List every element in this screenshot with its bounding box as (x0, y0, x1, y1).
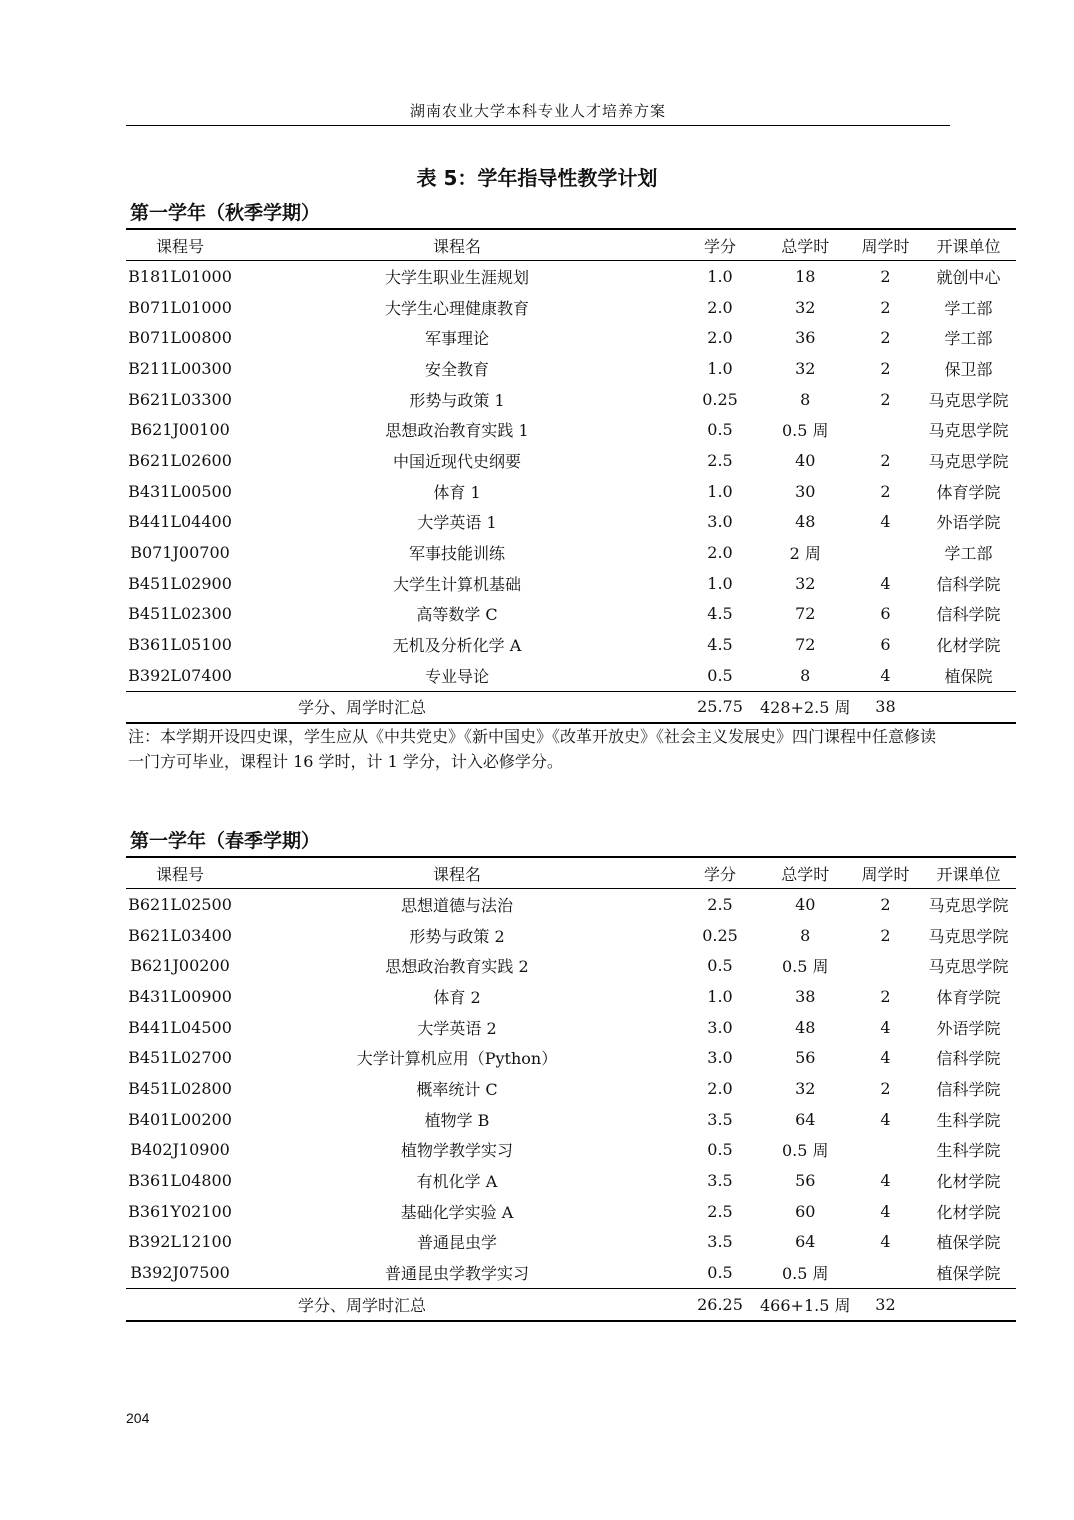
course-name: 植物学 B (424, 1110, 490, 1130)
course-weekly-hours: 2 (880, 894, 891, 914)
course-name: 体育 2 (433, 987, 481, 1007)
summary-credits: 25.75 (680, 691, 760, 723)
course-code: B392L12100 (128, 1232, 232, 1252)
course-credits: 2.0 (707, 543, 733, 563)
course-credits: 2.5 (707, 1201, 733, 1221)
course-total-hours: 32 (795, 573, 816, 593)
col-header-weekly-hours: 周学时 (850, 857, 920, 889)
course-code: B441L04500 (128, 1017, 232, 1037)
course-code: B621L03300 (128, 389, 232, 409)
summary-label: 学分、周学时汇总 (234, 691, 680, 723)
course-department: 马克思学院 (928, 451, 1009, 471)
col-header-code: 课程号 (126, 229, 234, 261)
table-row (126, 261, 1016, 292)
course-name: 基础化学实验 A (400, 1202, 514, 1222)
course-name: 大学计算机应用（Python） (356, 1049, 558, 1069)
course-department: 化材学院 (936, 636, 1001, 656)
table-row (126, 353, 1016, 384)
course-code: B431L00900 (128, 986, 232, 1006)
course-name: 思想政治教育实践 2 (385, 957, 529, 977)
course-credits: 0.25 (702, 925, 738, 945)
table-row (126, 1257, 1016, 1288)
course-code: B361L04800 (128, 1171, 232, 1191)
course-department: 学工部 (944, 298, 993, 318)
course-name: 专业导论 (424, 666, 489, 686)
table-row (126, 950, 1016, 981)
course-weekly-hours: 4 (880, 1048, 891, 1068)
course-credits: 2.0 (707, 1078, 733, 1098)
col-header-department: 开课单位 (920, 857, 1016, 889)
course-name: 军事技能训练 (408, 544, 505, 564)
course-credits: 2.5 (707, 450, 733, 470)
course-credits: 2.0 (707, 328, 733, 348)
course-department: 马克思学院 (928, 957, 1009, 977)
course-code: B451L02300 (128, 604, 232, 624)
table-row (126, 414, 1016, 445)
course-total-hours: 48 (795, 512, 816, 532)
spring-course-table (126, 856, 1016, 1322)
course-total-hours: 2 周 (789, 544, 821, 564)
course-department: 马克思学院 (928, 895, 1009, 915)
summary-row (126, 691, 1016, 723)
course-code: B392L07400 (128, 665, 232, 685)
course-weekly-hours: 4 (880, 1171, 891, 1191)
course-credits: 0.5 (707, 1263, 733, 1283)
course-total-hours: 40 (795, 894, 816, 914)
course-code: B621J00200 (130, 956, 230, 976)
course-weekly-hours: 2 (880, 986, 891, 1006)
course-weekly-hours: 4 (880, 512, 891, 532)
course-department: 体育学院 (936, 987, 1001, 1007)
course-department: 体育学院 (936, 482, 1001, 502)
course-department: 学工部 (944, 544, 993, 564)
course-weekly-hours: 4 (880, 1017, 891, 1037)
table-header-row (126, 229, 1016, 261)
table-row (126, 445, 1016, 476)
course-weekly-hours: 4 (880, 1109, 891, 1129)
course-credits: 2.5 (707, 894, 733, 914)
course-department: 学工部 (944, 329, 993, 349)
col-header-total-hours: 总学时 (760, 857, 850, 889)
summary-credits: 26.25 (680, 1288, 760, 1320)
course-total-hours: 64 (795, 1232, 816, 1252)
course-name: 概率统计 C (416, 1079, 498, 1099)
spring-semester-title: 第一学年（春季学期） (130, 830, 321, 852)
course-weekly-hours (850, 1257, 920, 1288)
course-name: 大学生计算机基础 (392, 574, 521, 594)
course-credits: 1.0 (707, 358, 733, 378)
course-department: 植保学院 (936, 1233, 1001, 1253)
course-total-hours: 8 (800, 925, 811, 945)
course-credits: 1.0 (707, 481, 733, 501)
course-department: 就创中心 (936, 267, 1001, 287)
course-name: 大学英语 1 (417, 513, 497, 533)
course-weekly-hours: 4 (880, 1201, 891, 1221)
col-header-name: 课程名 (234, 229, 680, 261)
course-department: 马克思学院 (928, 926, 1009, 946)
course-name: 普通昆虫学教学实习 (384, 1264, 529, 1284)
course-total-hours: 48 (795, 1017, 816, 1037)
course-name: 大学生心理健康教育 (384, 298, 529, 318)
table-row (126, 981, 1016, 1012)
course-code: B621L02500 (128, 894, 232, 914)
course-weekly-hours (850, 537, 920, 568)
course-total-hours: 72 (795, 635, 816, 655)
col-header-name: 课程名 (234, 857, 680, 889)
course-weekly-hours: 6 (880, 604, 891, 624)
course-total-hours: 8 (800, 389, 811, 409)
table-row (126, 292, 1016, 323)
course-name: 形势与政策 2 (409, 926, 505, 946)
table-row (126, 599, 1016, 630)
course-code: B392J07500 (130, 1263, 230, 1283)
course-name: 体育 1 (433, 482, 481, 502)
course-code: B441L04400 (128, 512, 232, 532)
course-total-hours: 0.5 周 (781, 421, 829, 441)
table-row (126, 660, 1016, 691)
course-total-hours: 56 (795, 1048, 816, 1068)
summary-hours: 466+1.5 周 (760, 1288, 850, 1320)
course-weekly-hours: 4 (880, 573, 891, 593)
course-code: B361Y02100 (128, 1201, 232, 1221)
course-credits: 1.0 (707, 573, 733, 593)
course-weekly-hours: 6 (880, 635, 891, 655)
course-credits: 3.5 (707, 1232, 733, 1252)
course-total-hours: 38 (795, 986, 816, 1006)
page-header: 湖南农业大学本科专业人才培养方案 (409, 102, 666, 120)
table-row (126, 476, 1016, 507)
course-department: 保卫部 (944, 359, 993, 379)
course-total-hours: 56 (795, 1171, 816, 1191)
col-header-credits: 学分 (680, 229, 760, 261)
course-department: 外语学院 (936, 513, 1001, 533)
course-code: B621J00100 (130, 420, 230, 440)
course-weekly-hours: 2 (880, 328, 891, 348)
course-name: 安全教育 (424, 359, 489, 379)
course-weekly-hours (850, 950, 920, 981)
course-department: 化材学院 (936, 1202, 1001, 1222)
course-total-hours: 32 (795, 297, 816, 317)
course-credits: 0.5 (707, 665, 733, 685)
course-credits: 3.0 (707, 512, 733, 532)
course-credits: 0.5 (707, 1140, 733, 1160)
course-name: 大学生职业生涯规划 (384, 267, 529, 287)
course-weekly-hours (850, 1135, 920, 1166)
course-department: 外语学院 (936, 1018, 1001, 1038)
table-row (126, 507, 1016, 538)
course-total-hours: 30 (795, 481, 816, 501)
course-total-hours: 32 (795, 1078, 816, 1098)
col-header-credits: 学分 (680, 857, 760, 889)
course-total-hours: 0.5 周 (781, 1141, 829, 1161)
page-number: 204 (126, 1410, 150, 1426)
course-total-hours: 0.5 周 (781, 957, 829, 977)
course-credits: 3.0 (707, 1048, 733, 1068)
course-credits: 1.0 (707, 986, 733, 1006)
course-credits: 0.25 (702, 389, 738, 409)
table-row (126, 322, 1016, 353)
course-code: B211L00300 (128, 358, 232, 378)
course-code: B451L02700 (128, 1048, 232, 1068)
header-rule (126, 125, 950, 126)
course-total-hours: 0.5 周 (781, 1264, 829, 1284)
course-weekly-hours: 2 (880, 1078, 891, 1098)
table-row (126, 889, 1016, 920)
course-name: 普通昆虫学 (416, 1233, 497, 1253)
course-total-hours: 60 (795, 1201, 816, 1221)
table-row (126, 537, 1016, 568)
course-name: 植物学教学实习 (400, 1141, 513, 1161)
table-row (126, 384, 1016, 415)
table-row (126, 1042, 1016, 1073)
course-credits: 0.5 (707, 420, 733, 440)
table-row (126, 1012, 1016, 1043)
course-weekly-hours: 2 (880, 450, 891, 470)
course-name: 高等数学 C (416, 605, 498, 625)
course-name: 大学英语 2 (417, 1018, 497, 1038)
course-total-hours: 36 (795, 328, 816, 348)
course-total-hours: 64 (795, 1109, 816, 1129)
table-row (126, 1227, 1016, 1258)
course-weekly-hours: 2 (880, 266, 891, 286)
table-row (126, 629, 1016, 660)
course-department: 信科学院 (936, 1049, 1001, 1069)
course-name: 思想政治教育实践 1 (385, 421, 529, 441)
course-code: B621L02600 (128, 450, 232, 470)
summary-label: 学分、周学时汇总 (234, 1288, 680, 1320)
col-header-code: 课程号 (126, 857, 234, 889)
table-row (126, 568, 1016, 599)
course-name: 思想道德与法治 (400, 895, 513, 915)
table-row (126, 920, 1016, 951)
course-credits: 3.0 (707, 1017, 733, 1037)
course-weekly-hours: 4 (880, 1232, 891, 1252)
course-code: B451L02900 (128, 573, 232, 593)
course-department: 生科学院 (936, 1141, 1001, 1161)
table-row (126, 1104, 1016, 1135)
col-header-weekly-hours: 周学时 (850, 229, 920, 261)
course-code: B181L01000 (128, 266, 232, 286)
course-credits: 3.5 (707, 1171, 733, 1191)
table-header-row (126, 857, 1016, 889)
course-department: 化材学院 (936, 1172, 1001, 1192)
course-code: B401L00200 (128, 1109, 232, 1129)
fall-note: 注：本学期开设四史课，学生应从《中共党史》《新中国史》《改革开放史》《社会主义发展史》四门课程中任意修读一门方可毕业，课程计 16 学时，计 1 学分，计入必修学分。 (128, 727, 937, 771)
course-department: 植保学院 (936, 1264, 1001, 1284)
course-department: 信科学院 (936, 574, 1001, 594)
table-row (126, 1165, 1016, 1196)
course-total-hours: 8 (800, 665, 811, 685)
course-credits: 1.0 (707, 266, 733, 286)
summary-weekly: 38 (850, 691, 920, 723)
table-title: 表 5：学年指导性教学计划 (416, 166, 658, 190)
course-credits: 3.5 (707, 1109, 733, 1129)
course-department: 植保院 (944, 666, 993, 686)
course-total-hours: 40 (795, 450, 816, 470)
course-total-hours: 72 (795, 604, 816, 624)
course-total-hours: 32 (795, 358, 816, 378)
table-row (126, 1073, 1016, 1104)
table-row (126, 1135, 1016, 1166)
summary-row (126, 1288, 1016, 1320)
course-code: B451L02800 (128, 1078, 232, 1098)
course-name: 形势与政策 1 (409, 390, 505, 410)
summary-hours: 428+2.5 周 (760, 691, 850, 723)
course-weekly-hours: 2 (880, 297, 891, 317)
course-name: 军事理论 (424, 329, 489, 349)
fall-semester-title: 第一学年（秋季学期） (130, 202, 321, 224)
course-name: 无机及分析化学 A (392, 636, 522, 656)
course-department: 马克思学院 (928, 390, 1009, 410)
fall-course-table (126, 228, 1016, 724)
course-credits: 4.5 (707, 604, 733, 624)
course-code: B621L03400 (128, 925, 232, 945)
course-weekly-hours: 2 (880, 925, 891, 945)
course-name: 有机化学 A (416, 1172, 498, 1192)
course-code: B071L00800 (128, 328, 232, 348)
course-weekly-hours: 4 (880, 665, 891, 685)
course-code: B361L05100 (128, 635, 232, 655)
course-department: 信科学院 (936, 1079, 1001, 1099)
course-weekly-hours (850, 414, 920, 445)
course-total-hours: 18 (795, 266, 816, 286)
course-credits: 4.5 (707, 635, 733, 655)
course-code: B402J10900 (130, 1140, 230, 1160)
table-row (126, 1196, 1016, 1227)
course-weekly-hours: 2 (880, 358, 891, 378)
course-code: B071L01000 (128, 297, 232, 317)
course-department: 信科学院 (936, 605, 1001, 625)
course-weekly-hours: 2 (880, 389, 891, 409)
course-code: B071J00700 (130, 543, 230, 563)
col-header-total-hours: 总学时 (760, 229, 850, 261)
course-code: B431L00500 (128, 481, 232, 501)
col-header-department: 开课单位 (920, 229, 1016, 261)
course-department: 生科学院 (936, 1110, 1001, 1130)
course-weekly-hours: 2 (880, 481, 891, 501)
course-credits: 0.5 (707, 956, 733, 976)
summary-weekly: 32 (850, 1288, 920, 1320)
course-credits: 2.0 (707, 297, 733, 317)
course-department: 马克思学院 (928, 421, 1009, 441)
course-name: 中国近现代史纲要 (392, 451, 521, 471)
